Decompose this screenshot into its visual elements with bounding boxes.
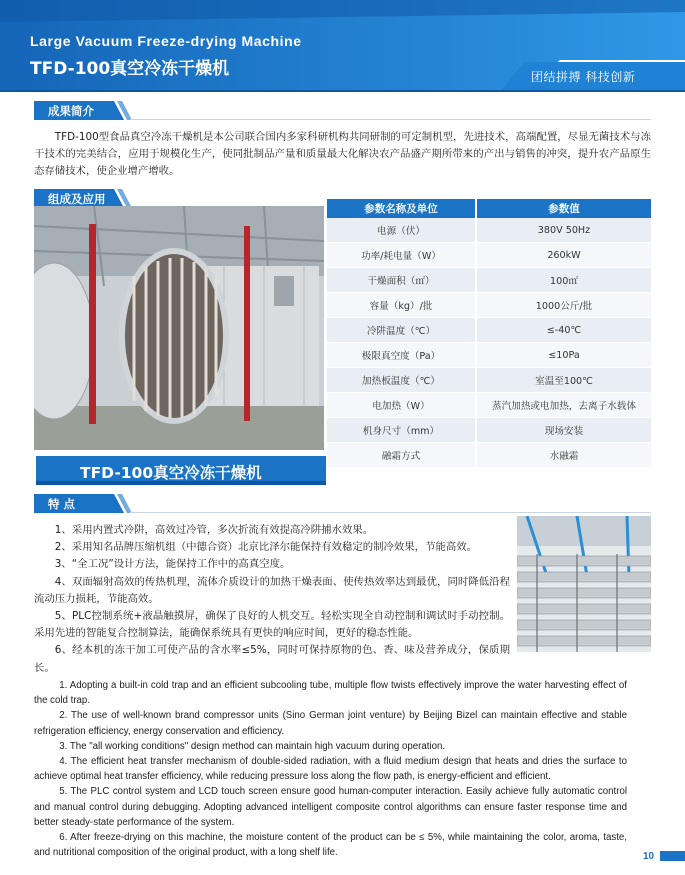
spec-value: ≤-40℃ — [476, 318, 651, 343]
feature-zh-item: 4、双面辐射高效的传热机理，流体介质设计的加热干燥表面、使传热效率达到最优，同时降低沿程流动压力损耗，节能高效。 — [34, 575, 510, 605]
spec-row — [327, 218, 651, 243]
slogan: 团结拼搏 科技创新 — [531, 70, 636, 84]
machine-photo — [34, 206, 324, 450]
spec-value: 室温至100℃ — [476, 368, 651, 393]
feature-zh-item: 6、经本机的冻干加工可使产品的含水率≤5%，同时可保持原物的色、香、味及营养成分，保质期长。 — [34, 644, 510, 674]
spec-name: 功率/耗电量（W） — [327, 243, 476, 268]
spec-value: 100㎡ — [476, 268, 651, 293]
section-label-intro: 成果简介 — [48, 104, 94, 118]
feature-en-item: 6. After freeze-drying on this machine, the moisture content of the product can be ≤ 5%, while maintaining the color, aroma, taste, and nutritional composition of the original product, with a long shelf life. — [34, 832, 627, 859]
spec-value: 1000公斤/批 — [476, 293, 651, 318]
feature-zh-item: 5、PLC控制系统+液晶触摸屏，确保了良好的人机交互。轻松实现全自动控制和调试时手动控制。采用先进的智能复合控制算法，能确保系统具有更快的响应时间，更好的稳态性能。 — [34, 610, 510, 640]
spec-row — [327, 268, 651, 293]
spec-header-row — [327, 199, 651, 218]
feature-en-item: 5. The PLC control system and LCD touch screen ensure good human-computer interaction. Easily achieve fully automatic control and manual control during debugging. Adopting advanced intelligent composite control algorithms can ensure faster response time and better steady-state performance of the system. — [34, 786, 627, 828]
page-header — [0, 0, 685, 92]
spec-name: 电源（伏） — [327, 218, 476, 243]
page-number: 10 — [643, 851, 655, 862]
section-tag-intro — [34, 101, 134, 120]
spec-row — [327, 368, 651, 393]
spec-name: 机身尺寸（mm） — [327, 418, 476, 443]
spec-name: 冷阱温度（℃） — [327, 318, 476, 343]
spec-name: 融霜方式 — [327, 443, 476, 468]
photo-caption-bar — [36, 456, 326, 485]
spec-value: 380V 50Hz — [476, 218, 651, 243]
section-divider — [130, 512, 651, 513]
spec-value: ≤10Pa — [476, 343, 651, 368]
feature-en-item: 3. The "all working conditions" design method can maintain high vacuum during operation. — [59, 740, 446, 752]
production-line-photo — [517, 516, 651, 652]
spec-row — [327, 418, 651, 443]
spec-value: 现场安装 — [476, 418, 651, 443]
spec-name: 加热板温度（℃） — [327, 368, 476, 393]
feature-zh-item: 3、“全工况”设计方法，能保持工作中的高真空度。 — [54, 558, 291, 571]
section-divider — [130, 119, 651, 120]
features-chinese — [34, 522, 510, 677]
spec-name: 极限真空度（Pa） — [327, 343, 476, 368]
spec-table — [327, 199, 651, 468]
spec-row — [327, 343, 651, 368]
feature-en-item: 1. Adopting a built-in cold trap and an efficient subcooling tube, multiple flow twists effectively improve the water harvesting effect of the cold trap. — [34, 680, 627, 707]
spec-name: 容量（kg）/批 — [327, 293, 476, 318]
spec-row — [327, 443, 651, 468]
page-number-bar — [660, 851, 685, 861]
spec-row — [327, 393, 651, 418]
features-english — [34, 678, 627, 860]
section-label-features: 特 点 — [48, 497, 76, 511]
section-label-composition: 组成及应用 — [48, 192, 106, 206]
spec-name: 电加热（W） — [327, 393, 476, 418]
spec-header-name: 参数名称及单位 — [327, 199, 476, 218]
feature-en-item: 4. The efficient heat transfer mechanism of double-sided radiation, with a fluid medium design that heats and dries the surface to achieve optimal heat transfer efficiency, while reducing pressure loss along the flow path, is energy-efficient and efficient. — [34, 756, 627, 783]
spec-header-value: 参数值 — [476, 199, 651, 218]
title-chinese: TFD-100真空冷冻干燥机 — [30, 59, 230, 79]
feature-en-item: 2. The use of well-known brand compressor units (Sino German joint venture) by Beijing Bizel can maintain effective and stable refrigeration efficiency, energy conservation and efficiency. — [34, 710, 627, 737]
spec-value: 水融霜 — [476, 443, 651, 468]
spec-row — [327, 293, 651, 318]
spec-name: 干燥面积（㎡） — [327, 268, 476, 293]
spec-value: 260kW — [476, 243, 651, 268]
spec-value: 蒸汽加热或电加热，去离子水载体 — [476, 393, 651, 418]
section-tag-features — [34, 494, 134, 513]
intro-paragraph: TFD-100型食品真空冷冻干燥机是本公司联合国内多家科研机构共同研制的可定制机型，先进技术，高端配置，尽显无菌技术与冻干技术的完美结合，应用于规模化生产，使同批制品产量和质量最大化解决农产品盛产期所带来的产出与销售的冲突，提升农产品原生态存储技术，使企业增产增收。 — [34, 131, 651, 177]
feature-zh-item: 2、采用知名品牌压缩机组（中德合资）北京比泽尔能保持有效稳定的制冷效果，节能高效。 — [54, 541, 478, 554]
spec-row — [327, 243, 651, 268]
feature-zh-item: 1、采用内置式冷阱，高效过冷管，多次折流有效提高冷阱捕水效果。 — [54, 524, 374, 536]
spec-row — [327, 318, 651, 343]
photo-caption: TFD-100真空冷冻干燥机 — [80, 464, 262, 482]
title-english: Large Vacuum Freeze-drying Machine — [30, 33, 302, 49]
